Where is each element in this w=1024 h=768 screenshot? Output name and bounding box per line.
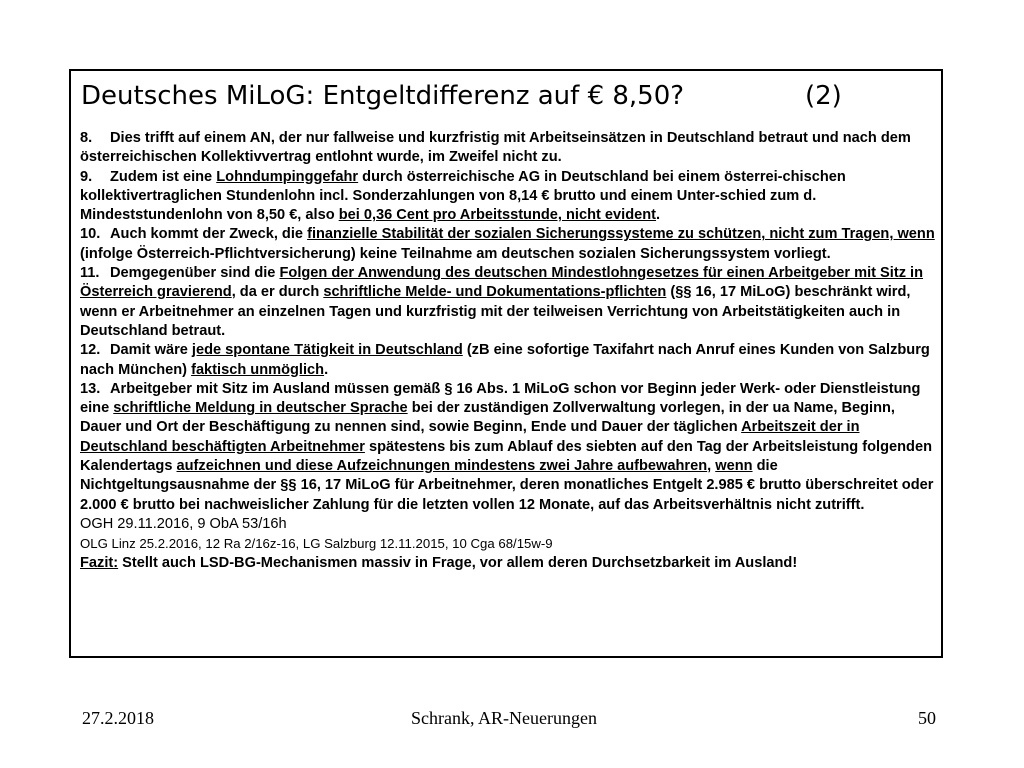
paragraph-number: 10.: [80, 226, 101, 243]
paragraph-10: [80, 225, 938, 264]
underlined-text: Folgen der Anwendung des deutschen Mindestlohngesetzes für einen Arbeitgeber mit Sitz in Österreich gravierend: [80, 265, 924, 301]
paragraph-text: bei der zuständigen Zollverwaltung vorlegen, in der ua Name, Beginn, Dauer und Ort der Beschäftigung zu nennen sind, sowie Beginn, Ende und Dauer der täglichen: [80, 400, 895, 436]
paragraph-number: 8.: [80, 130, 93, 146]
underlined-text: faktisch unmöglich: [191, 361, 325, 378]
paragraph-11: [80, 264, 938, 341]
slide-title: Deutsches MiLoG: Entgeltdifferenz auf € 8,50?: [81, 81, 685, 111]
paragraph-text: , da er durch: [231, 284, 324, 301]
citation-olg: OLG Linz 25.2.2016, 12 Ra 2/16z-16, LG Salzburg 12.11.2015, 10 Cga 68/15w-9: [80, 536, 553, 552]
slide-title-row: [81, 81, 931, 121]
paragraph-text: Arbeitgeber mit Sitz im Ausland müssen gemäß § 16 Abs. 1 MiLoG schon vor Beginn jeder Werk- oder Dienstleistung eine: [80, 380, 921, 417]
fazit-text: Stellt auch LSD-BG-Mechanismen massiv in Frage, vor allem deren Durchsetzbarkeit im Ausland!: [118, 554, 798, 571]
paragraph-number: 13.: [80, 380, 101, 397]
slide-content-box: [69, 69, 943, 658]
paragraph-text: .: [324, 361, 329, 378]
paragraph-text: (§§ 16, 17 MiLoG) beschränkt wird, wenn er Arbeitnehmer an einzelnen Tagen und kurzfristig mit der teilweisen Verrichtung von Arbeitstätigkeiten auch in Deutschland betraut.: [80, 284, 911, 339]
paragraph-text: Demgegenüber sind die: [110, 265, 280, 282]
footer-page-number: 50: [918, 708, 936, 728]
paragraph-text: Auch kommt der Zweck, die: [110, 226, 308, 243]
paragraph-number: 12.: [80, 342, 101, 359]
paragraph-text: durch österreichische AG in Deutschland bei einem österrei-chischen kollektivertraglichen Stundenlohn incl. Sonderzahlungen von 8,14 € brutto und einem Unter-schied zum d. Mindeststundenlohn von 8,50 €, also: [80, 168, 846, 224]
paragraph-text: die Nichtgeltungsausnahme der §§ 16, 17 MiLoG für Arbeitnehmer, deren monatliches Entgelt 2.985 € brutto überschreitet oder 2.000 € brutto bei nachweislicher Zahlung für die letzten vollen 12 Monate, auf das Arbeitsverhältnis nicht zutrifft.: [80, 458, 934, 513]
fazit-conclusion: [80, 554, 938, 573]
underlined-text: schriftliche Melde- und Dokumentations-pflichten: [323, 284, 667, 301]
underlined-text: aufzeichnen und diese Aufzeichnungen mindestens zwei Jahre aufbewahren: [176, 458, 708, 475]
underlined-text: bei 0,36 Cent pro Arbeitsstunde, nicht evident: [338, 207, 657, 224]
paragraph-text: ,: [707, 458, 716, 475]
underlined-text: schriftliche Meldung in deutscher Sprache: [113, 400, 408, 417]
paragraph-text: spätestens bis zum Ablauf des siebten auf den Tag der Arbeitsleistung folgenden Kalendertags: [80, 438, 932, 475]
paragraph-number: 11.: [80, 265, 100, 282]
underlined-text: Arbeitszeit der in Deutschland beschäftigten Arbeitnehmer: [80, 419, 860, 455]
citation-ogh: OGH 29.11.2016, 9 ObA 53/16h: [80, 515, 287, 532]
footer-author: Schrank, AR-Neuerungen: [411, 708, 597, 728]
paragraph-9: [80, 168, 938, 226]
underlined-text: Lohndumpinggefahr: [216, 168, 359, 185]
underlined-text: jede spontane Tätigkeit in Deutschland: [191, 342, 463, 359]
paragraph-12: [80, 341, 938, 380]
underlined-text: wenn: [715, 458, 753, 475]
paragraph-8: [80, 129, 938, 168]
paragraph-text: Damit wäre: [110, 342, 192, 359]
paragraph-number: 9.: [80, 168, 93, 185]
underlined-text: finanzielle Stabilität der sozialen Sicherungssysteme zu schützen, nicht zum Tragen, wenn: [307, 226, 935, 243]
paragraph-13: [80, 380, 938, 515]
slide-title-number: (2): [805, 81, 842, 111]
paragraph-text: Zudem ist eine: [110, 168, 217, 185]
footer-date: 27.2.2018: [82, 708, 154, 728]
paragraph-text: (infolge Österreich-Pflichtversicherung) keine Teilnahme am deutschen sozialen Sicherungssystem vorliegt.: [80, 245, 831, 262]
paragraph-text: Dies trifft auf einem AN, der nur fallweise und kurzfristig mit Arbeitseinsätzen in Deutschland betraut und nach dem österreichischen Kollektivvertrag entlohnt wurde, im Zweifel nicht zu.: [80, 130, 911, 166]
fazit-label: Fazit:: [80, 554, 119, 571]
paragraph-text: (zB eine sofortige Taxifahrt nach Anruf eines Kunden von Salzburg nach München): [80, 342, 930, 378]
paragraph-text: .: [656, 207, 661, 224]
slide-body: [80, 129, 938, 573]
